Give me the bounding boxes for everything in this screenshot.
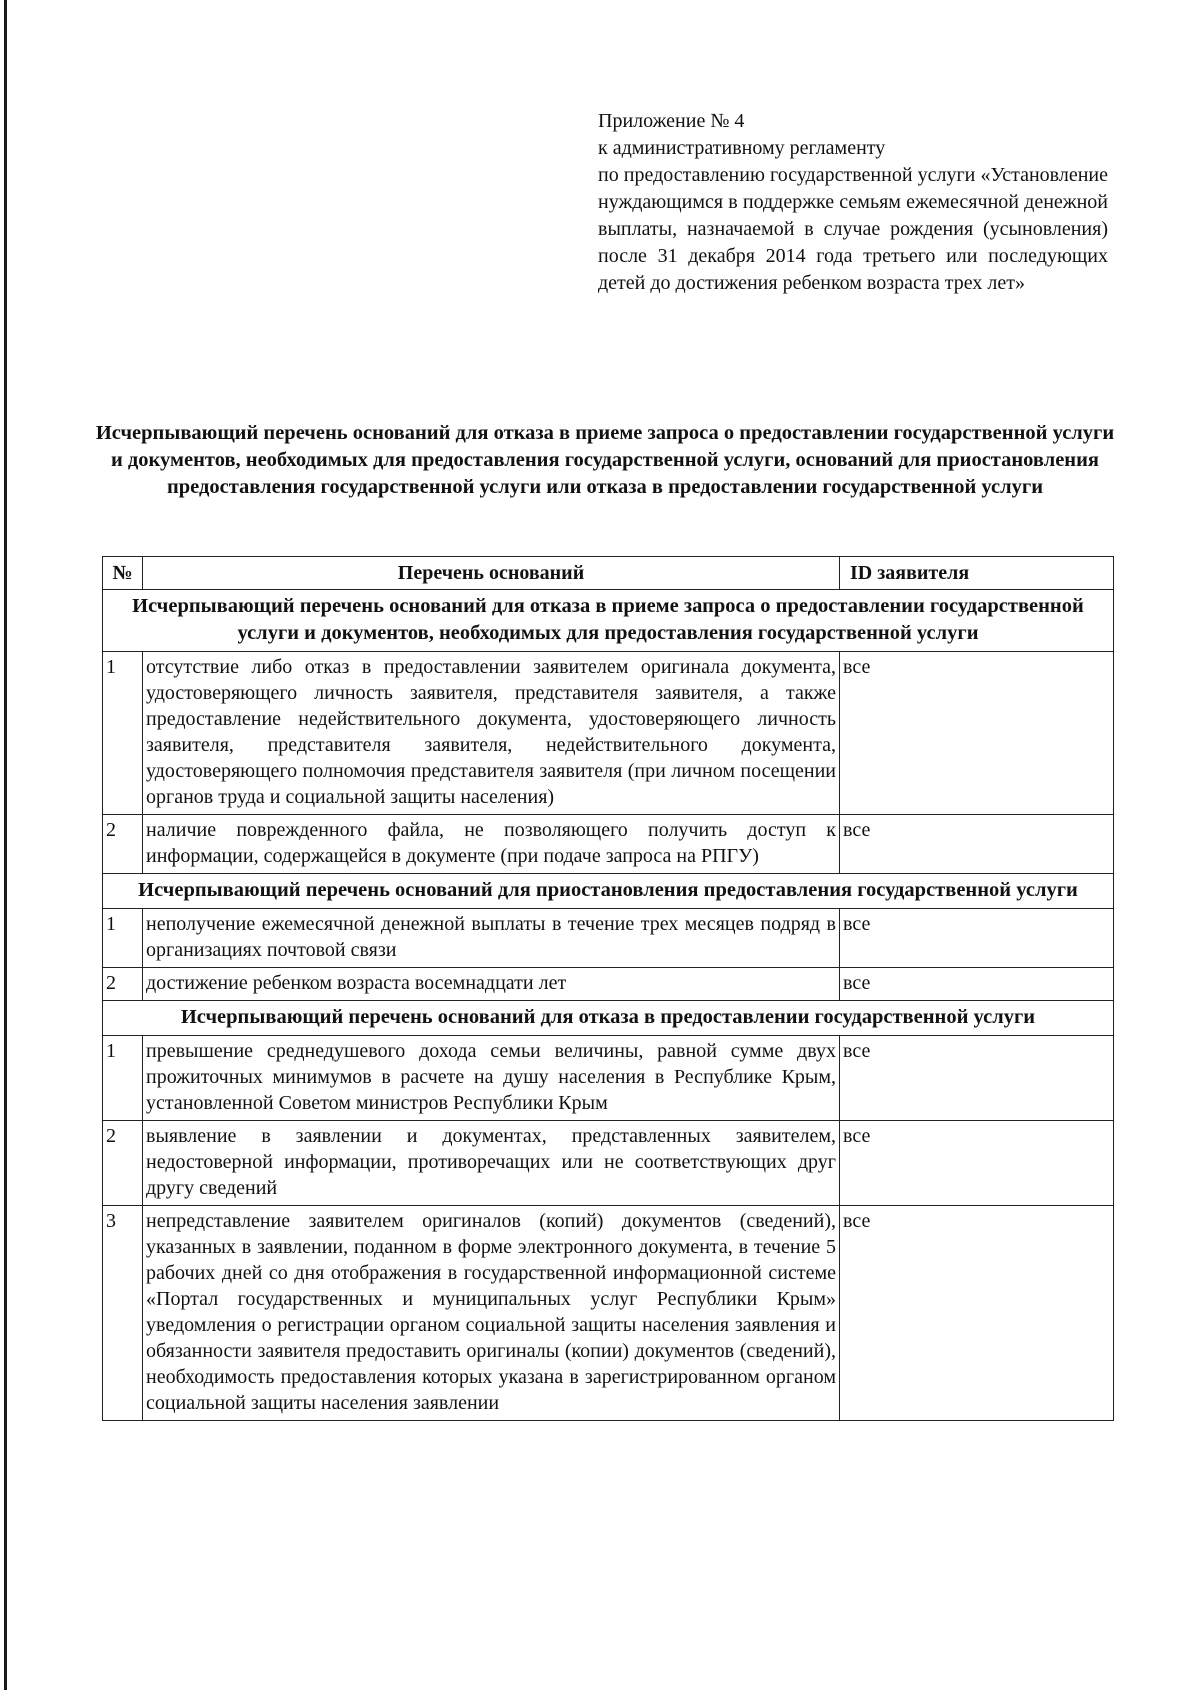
- row-number: 2: [103, 968, 143, 1001]
- row-ground-text: выявление в заявлении и документах, представленных заявителем, недостоверной информации, противоречащих или не соответствующих друг другу сведений: [143, 1121, 840, 1206]
- row-ground-text: наличие поврежденного файла, не позволяющего получить доступ к информации, содержащейся в документе (при подаче запроса на РПГУ): [143, 815, 840, 874]
- table-row: [103, 1036, 1114, 1121]
- table-row: [103, 1206, 1114, 1421]
- row-number: 2: [103, 815, 143, 874]
- grounds-table: [102, 556, 1114, 1421]
- row-applicant-id: все: [840, 815, 1114, 874]
- row-number: 1: [103, 1036, 143, 1121]
- appendix-regulation-title: по предоставлению государственной услуги «Установление нуждающимся в поддержке семьям ежемесячной денежной выплаты, назначаемой в случае рождения (усыновления) после 31 декабря 2014 года третьего или последующих детей до достижения ребенком возраста трех лет»: [598, 164, 1108, 294]
- row-applicant-id: все: [840, 652, 1114, 815]
- appendix-header: [598, 108, 1108, 297]
- row-number: 3: [103, 1206, 143, 1421]
- section-title: Исчерпывающий перечень оснований для приостановления предоставления государственной услуги: [103, 874, 1114, 909]
- section-row: [103, 590, 1114, 652]
- section-title: Исчерпывающий перечень оснований для отказа в предоставлении государственной услуги: [103, 1001, 1114, 1036]
- row-applicant-id: все: [840, 909, 1114, 968]
- row-ground-text: непредставление заявителем оригиналов (копий) документов (сведений), указанных в заявлении, поданном в форме электронного документа, в течение 5 рабочих дней со дня отображения в государственной информационной системе «Портал государственных и муниципальных услуг Республики Крым» уведомления о регистрации органом социальной защиты населения заявления и обязанности заявителя предоставить оригиналы (копии) документов (сведений), необходимость предоставления которых указана в зарегистрированном органом социальной защиты населения заявлении: [143, 1206, 840, 1421]
- row-ground-text: превышение среднедушевого дохода семьи величины, равной сумме двух прожиточных минимумов в расчете на душу населения в Республике Крым, установленной Советом министров Республики Крым: [143, 1036, 840, 1121]
- table-row: [103, 968, 1114, 1001]
- row-applicant-id: все: [840, 1036, 1114, 1121]
- table-row: [103, 815, 1114, 874]
- row-applicant-id: все: [840, 968, 1114, 1001]
- appendix-number: Приложение № 4: [598, 110, 745, 132]
- table-header-row: [103, 557, 1114, 590]
- row-number: 1: [103, 652, 143, 815]
- row-number: 2: [103, 1121, 143, 1206]
- section-row: [103, 1001, 1114, 1036]
- header-number: №: [103, 557, 143, 590]
- header-grounds: Перечень оснований: [143, 557, 840, 590]
- header-applicant-id: ID заявителя: [840, 557, 1114, 590]
- row-ground-text: неполучение ежемесячной денежной выплаты в течение трех месяцев подряд в организациях почтовой связи: [143, 909, 840, 968]
- row-ground-text: достижение ребенком возраста восемнадцати лет: [143, 968, 840, 1001]
- appendix-reference: к административному регламенту: [598, 137, 886, 159]
- row-ground-text: отсутствие либо отказ в предоставлении заявителем оригинала документа, удостоверяющего личность заявителя, представителя заявителя, а также предоставление недействительного документа, удостоверяющего личность заявителя, представителя заявителя, недействительного документа, удостоверяющего полномочия представителя заявителя (при личном посещении органов труда и социальной защиты населения): [143, 652, 840, 815]
- section-title: Исчерпывающий перечень оснований для отказа в приеме запроса о предоставлении государственной услуги и документов, необходимых для предоставления государственной услуги: [103, 590, 1114, 652]
- row-number: 1: [103, 909, 143, 968]
- document-title: Исчерпывающий перечень оснований для отказа в приеме запроса о предоставлении государственной услуги и документов, необходимых для предоставления государственной услуги, оснований для приостановления предоставления государственной услуги или отказа в предоставлении государственной услуги: [95, 422, 1115, 498]
- section-row: [103, 874, 1114, 909]
- row-applicant-id: все: [840, 1206, 1114, 1421]
- table-row: [103, 1121, 1114, 1206]
- scan-left-border: [4, 0, 7, 1690]
- table-row: [103, 909, 1114, 968]
- row-applicant-id: все: [840, 1121, 1114, 1206]
- table-row: [103, 652, 1114, 815]
